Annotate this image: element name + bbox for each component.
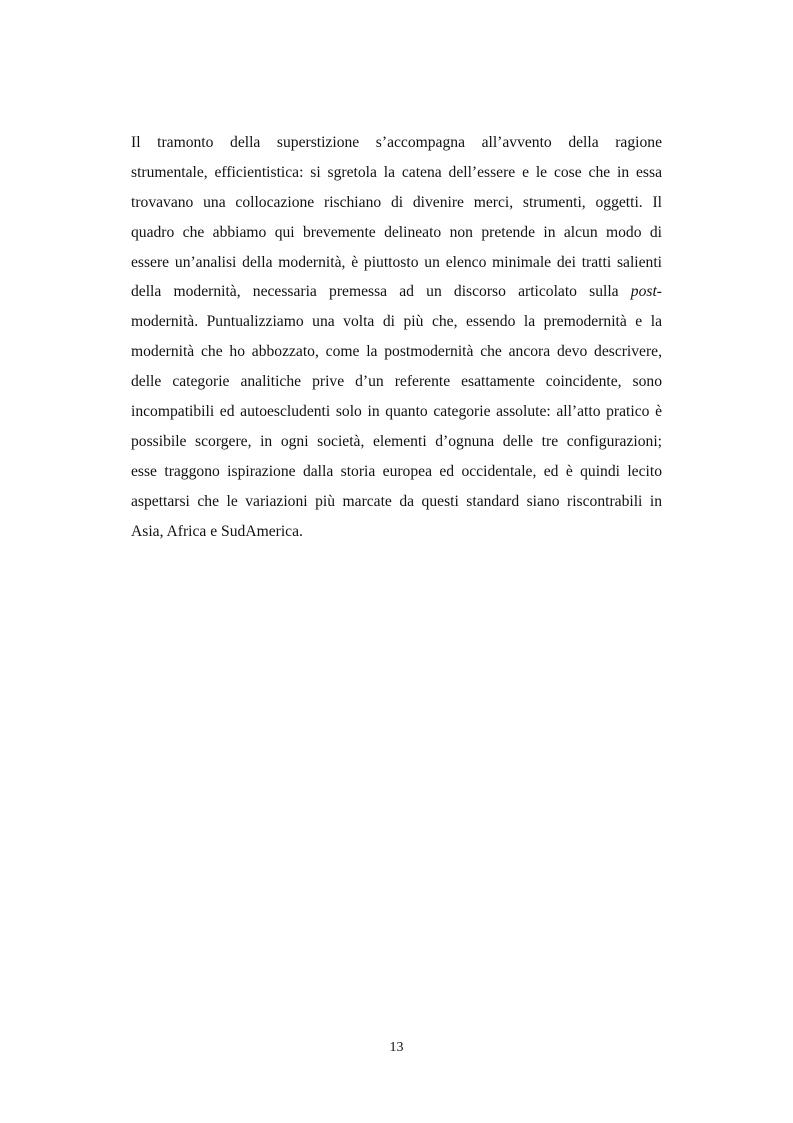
- italic-term: post-: [630, 283, 662, 301]
- paragraph-line: Asia, Africa e SudAmerica.: [131, 522, 303, 540]
- paragraph-line: incompatibili ed autoescludenti solo in quanto categorie assolute: all’atto pratico è: [131, 403, 662, 421]
- paragraph-line: quadro che abbiamo qui brevemente delineato non pretende in alcun modo di: [131, 223, 662, 241]
- page-number: 13: [389, 1040, 404, 1055]
- paragraph-line: possibile scorgere, in ogni società, elementi d’ognuna delle tre configurazioni;: [131, 432, 662, 450]
- paragraph-line: [131, 277, 662, 307]
- paragraph-line: modernità. Puntualizziamo una volta di più che, essendo la premodernità e la: [131, 313, 662, 331]
- paragraph-line: essere un’analisi della modernità, è piuttosto un elenco minimale dei tratti salienti: [131, 253, 662, 271]
- paragraph-line: aspettarsi che le variazioni più marcate da questi standard siano riscontrabili in: [131, 492, 662, 510]
- paragraph-line: delle categorie analitiche prive d’un referente esattamente coincidente, sono: [131, 373, 662, 391]
- paragraph-line: strumentale, efficientistica: si sgretola la catena dell’essere e le cose che in essa: [131, 163, 662, 181]
- paragraph-line: esse traggono ispirazione dalla storia europea ed occidentale, ed è quindi lecito: [131, 462, 662, 480]
- paragraph-line: modernità che ho abbozzato, come la postmodernità che ancora devo descrivere,: [131, 343, 662, 361]
- paragraph-line: trovavano una collocazione rischiano di divenire merci, strumenti, oggetti. Il: [131, 193, 662, 211]
- body-paragraph: [131, 128, 662, 546]
- paragraph-line: Il tramonto della superstizione s’accompagna all’avvento della ragione: [131, 134, 662, 151]
- line-text: della modernità, necessaria premessa ad un discorso articolato sulla: [131, 283, 619, 301]
